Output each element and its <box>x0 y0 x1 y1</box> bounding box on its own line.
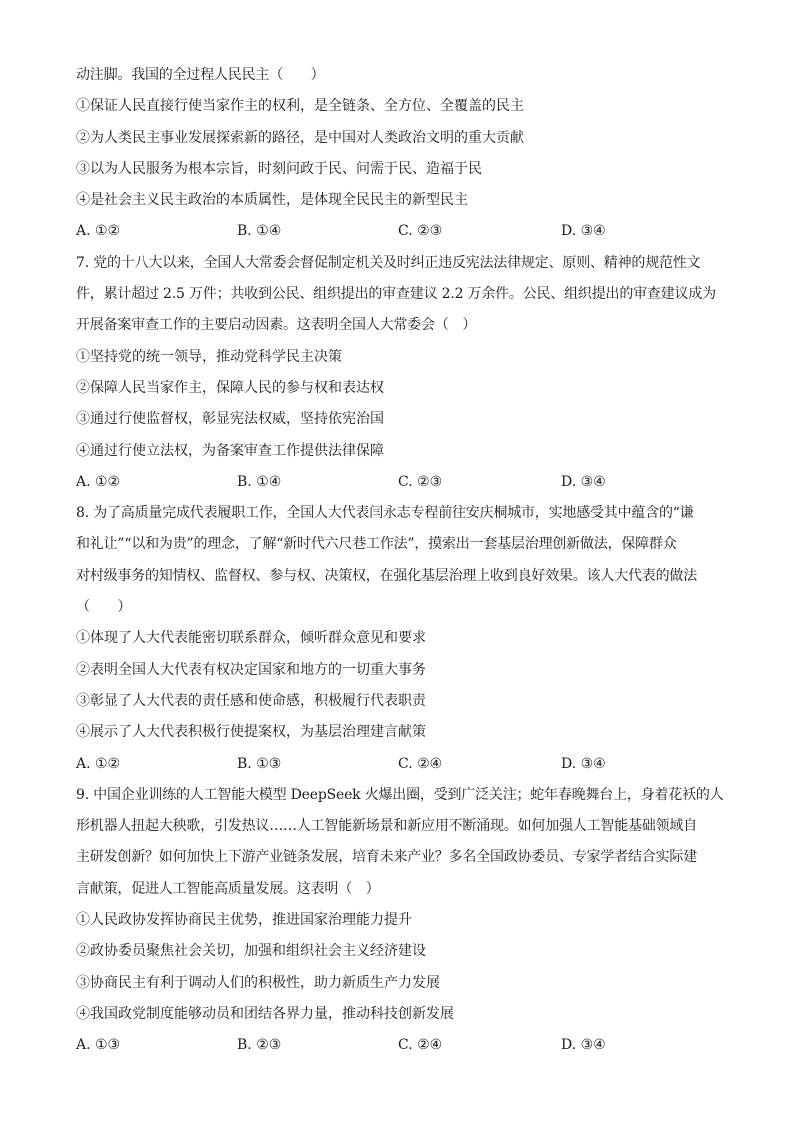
question-9-option-c: C. ②④ <box>398 1037 443 1054</box>
question-8-stem-line-3: 对村级事务的知情权、监督权、参与权、决策权，在强化基层治理上收到良好效果。该人大代表的做法 <box>76 567 697 584</box>
question-9-option-b: B. ②③ <box>237 1037 282 1054</box>
question-8 <box>76 498 714 780</box>
question-9-stem-line-4: 言献策，促进人工智能高质量发展。这表明（ ） <box>76 880 380 897</box>
question-9-item-4: ④我国政党制度能够动员和团结各界力量，推动科技创新发展 <box>76 1005 454 1022</box>
question-8-stem-line-4: （ ） <box>76 599 132 616</box>
question-6-option-d: D. ③④ <box>561 223 606 240</box>
question-7-item-1: ①坚持党的统一领导，推动党科学民主决策 <box>76 348 342 365</box>
question-8-item-3: ③彰显了人大代表的责任感和使命感，积极履行代表职责 <box>76 692 426 709</box>
question-8-item-1: ①体现了人大代表能密切联系群众，倾听群众意见和要求 <box>76 630 426 647</box>
question-8-stem-line-2: 和礼让”“以和为贵”的理念，了解“新时代六尺巷工作法”，摸索出一套基层治理创新做法，保障群众 <box>76 536 677 553</box>
question-9-option-d: D. ③④ <box>561 1037 606 1054</box>
question-6-option-b: B. ①④ <box>237 223 282 240</box>
question-7-item-2: ②保障人民当家作主，保障人民的参与权和表达权 <box>76 379 384 396</box>
question-9-stem-line-2: 形机器人扭起大秧歌，引发热议……人工智能新场景和新应用不断涌现。如何加强人工智能基础领域自 <box>76 818 697 835</box>
question-7-stem-line-1: 7. 党的十八大以来，全国人大常委会督促制定机关及时纠正违反宪法法律规定、原则、精神的规范性文 <box>76 254 701 271</box>
question-8-option-c: C. ②④ <box>398 755 443 772</box>
question-6-item-2: ②为人类民主事业发展探索新的路径，是中国对人类政治文明的重大贡献 <box>76 129 524 146</box>
question-8-item-4: ④展示了人大代表积极行使提案权，为基层治理建言献策 <box>76 724 426 741</box>
question-6-item-1: ①保证人民直接行使当家作主的权利，是全链条、全方位、全覆盖的民主 <box>76 98 524 115</box>
question-6-item-3: ③以为人民服务为根本宗旨，时刻问政于民、问需于民、造福于民 <box>76 160 482 177</box>
question-8-option-a: A. ①② <box>76 755 121 772</box>
question-7-option-c: C. ②③ <box>398 473 443 490</box>
question-7-option-b: B. ①④ <box>237 473 282 490</box>
question-6-options <box>76 216 714 247</box>
question-8-options <box>76 749 714 780</box>
question-9-item-2: ②政协委员聚焦社会关切，加强和组织社会主义经济建设 <box>76 943 426 960</box>
question-7-option-d: D. ③④ <box>561 473 606 490</box>
question-8-item-2: ②表明全国人大代表有权决定国家和地方的一切重大事务 <box>76 661 426 678</box>
question-6-option-c: C. ②③ <box>398 223 443 240</box>
question-7-options <box>76 467 714 498</box>
question-9-stem-line-1: 9. 中国企业训练的人工智能大模型 DeepSeek 火爆出圈，受到广泛关注；蛇年春晚舞台上，身着花袄的人 <box>76 786 724 803</box>
question-9-item-3: ③协商民主有利于调动人们的积极性，助力新质生产力发展 <box>76 974 440 991</box>
question-7-item-4: ④通过行使立法权，为备案审查工作提供法律保障 <box>76 442 384 459</box>
question-7-stem-line-3: 开展备案审查工作的主要启动因素。这表明全国人大常委会（ ） <box>76 317 477 334</box>
question-9-stem-line-3: 主研发创新？如何加快上下游产业链条发展，培育未来产业？多名全国政协委员、专家学者结合实际建 <box>76 849 697 866</box>
question-7-stem-line-2: 件，累计超过 2.5 万件；共收到公民、组织提出的审查建议 2.2 万余件。公民、组织提出的审查建议成为 <box>76 286 716 303</box>
question-8-option-d: D. ③④ <box>561 755 606 772</box>
question-7-option-a: A. ①② <box>76 473 121 490</box>
question-9 <box>76 780 724 1062</box>
question-9-option-a: A. ①③ <box>76 1037 121 1054</box>
question-9-item-1: ①人民政协发挥协商民主优势，推进国家治理能力提升 <box>76 912 412 929</box>
question-8-option-b: B. ①③ <box>237 755 282 772</box>
question-6-item-4: ④是社会主义民主政治的本质属性，是体现全民民主的新型民主 <box>76 192 468 209</box>
question-8-stem-line-1: 8. 为了高质量完成代表履职工作，全国人大代表闫永志专程前往安庆桐城市，实地感受其中蕴含的“谦 <box>76 505 694 522</box>
question-7-item-3: ③通过行使监督权，彰显宪法权威，坚持依宪治国 <box>76 411 384 428</box>
question-6-option-a: A. ①② <box>76 223 121 240</box>
question-6-stem: 动注脚。我国的全过程人民民主（ ） <box>76 67 325 83</box>
question-6 <box>76 60 714 248</box>
question-7 <box>76 248 714 498</box>
question-9-options <box>76 1030 714 1061</box>
